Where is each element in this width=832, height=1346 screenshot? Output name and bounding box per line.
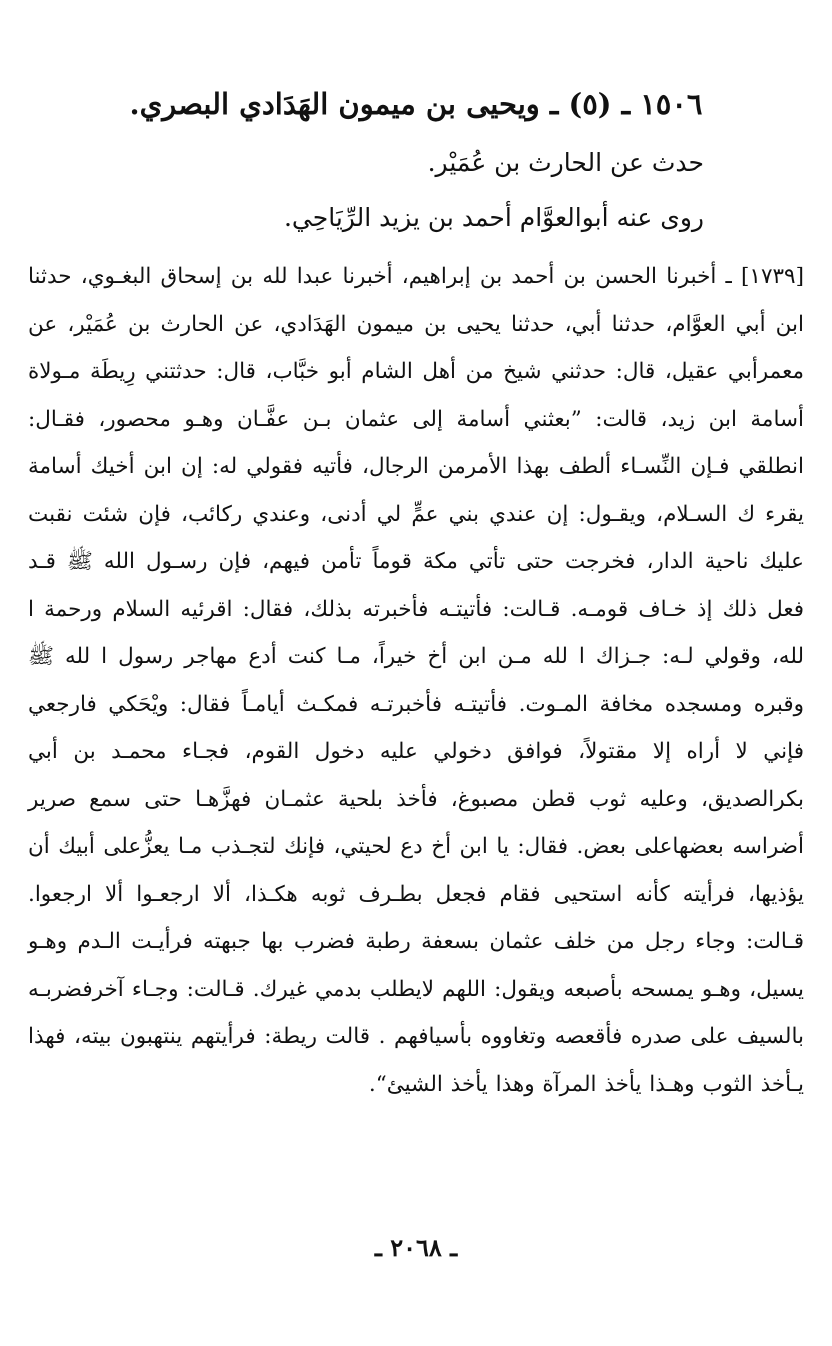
document-page <box>28 0 804 1346</box>
narrated-by-line: روى عنه أبوالعوَّام أحمد بن يزيد الرِّيَاحِي. <box>283 203 704 232</box>
narrated-from-line: حدث عن الحارث بن عُمَيْر. <box>427 148 704 177</box>
page-number: ـ ٢٠٦٨ ـ <box>374 1233 458 1262</box>
entry-heading: ١٥٠٦ ـ (٥) ـ ويحيى بن ميمون الهَدَادي البصري. <box>129 87 703 121</box>
hadith-text: [١٧٣٩] ـ أخبرنا الحسن بن أحمد بن إبراهيم، أخبرنا عبدا لله بن إسحاق البغـوي، حدثنا ابن أبي العوَّام، حدثنا أبي، حدثنا يحيى بن ميمون الهَدَادي، عن الحارث بن عُمَيْر، عن معمرأبي عقيل، قال: حدثني شيخ من أهل الشام أبو خبَّاب، قال: حدثتني رِيطَة مـولاة أسامة ابن زيد، قالت: ”بعثني أسامة إلى عثمان بـن عفَّـان وهـو محصور، فقـال: انطلقي فـإن النِّسـاء ألطف بهذا الأمرمن الرجال، فأتيه فقولي له: إن ابن أخيك أسامة يقرء ك السـلام، ويقـول: إن عندي بني عمٍّ لي أدنى، وعندي ركائب، فإن شئت نقبت عليك ناحية الدار، فخرجت حتى تأتي مكة قوماً تأمن فيهم، فإن رسـول الله ﷺ قـد فعل ذلك إذ خـاف قومـه. قـالت: فأتيتـه فأخبرته بذلك، فقال: اقرئيه السلام ورحمة ا لله، وقولي لـه: جـزاك ا لله مـن ابن أخ خيراً، مـا كنت أدع مهاجر رسول ا لله ﷺ وقبره ومسجده مخافة المـوت. فأتيتـه فأخبرتـه فمكـث أيامـاً فقال: ويْحَكي فارجعي فإني لا أراه إلا مقتولاً، فوافق دخولي عليه دخول القوم، فجـاء محمـد بن أبي بكرالصديق، وعليه ثوب قطن مصبوغ، فأخذ بلحية عثمـان فهزَّهـا حتى سمع صرير أضراسه بعضهاعلى بعض. فقال: يا ابن أخ دع لحيتي، فإنك لتجـذب مـا يعزُّعلى أبيك أن يؤذيها، فرأيته كأنه استحيى فقام فجعل بطـرف ثوبه هكـذا، ألا ارجعـوا ألا ارجعوا. قـالت: وجاء رجل من خلف عثمان بسعفة رطبة فضرب بها جبهته فرأيـت الـدم وهـو يسيل، وهـو يمسحه بأصبعه ويقول: اللهم لايطلب بدمي غيرك. قـالت: وجـاء آخرفضربـه بالسيف على صدره فأقعصه وتغاووه بأسيافهم . قالت ريطة: فرأيتهم ينتهبون بيته، فهذا يـأخذ الثوب وهـذا يأخذ المرآة وهذا يأخذ الشيئ“. <box>28 264 804 1097</box>
